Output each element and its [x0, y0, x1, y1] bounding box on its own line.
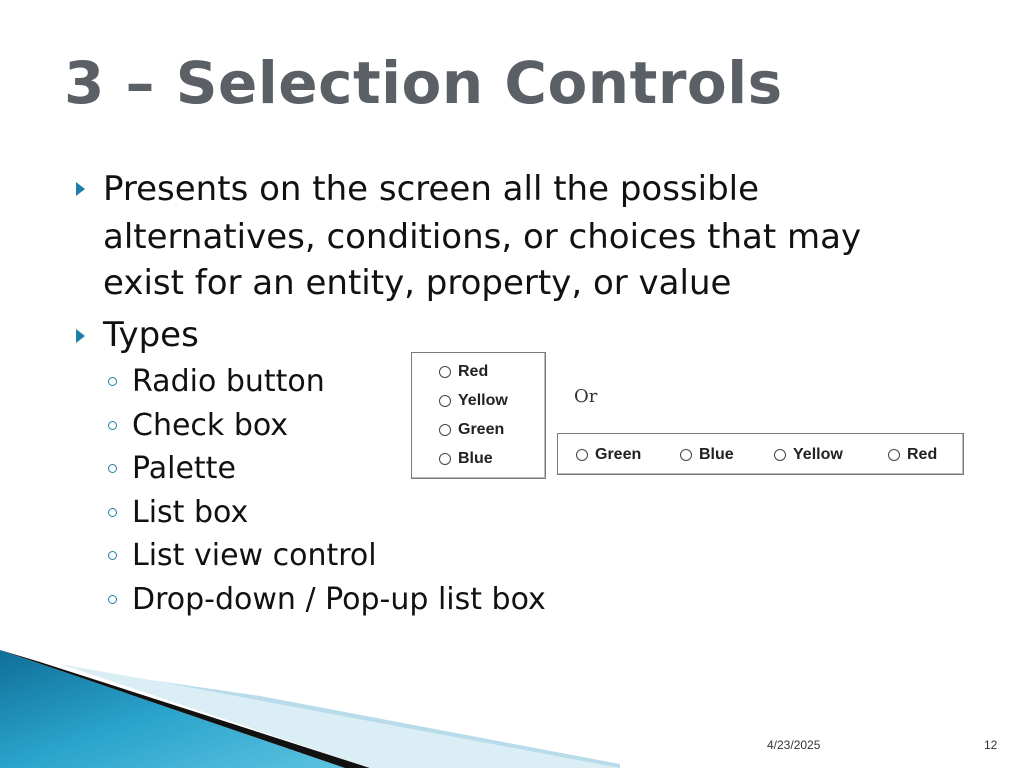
radio-circle-icon	[774, 449, 786, 461]
radio-option-blue[interactable]	[439, 450, 493, 468]
radio-circle-icon	[439, 366, 451, 378]
sub-bullet-icon	[108, 595, 117, 604]
radio-option-red[interactable]	[888, 446, 937, 464]
radio-label: Blue	[458, 450, 493, 467]
radio-option-blue[interactable]	[680, 446, 734, 464]
radio-option-yellow[interactable]	[439, 392, 508, 410]
sub-bullet-icon	[108, 421, 117, 430]
type-item: List view control	[132, 538, 377, 573]
decorative-swoosh	[0, 640, 620, 768]
radio-option-yellow[interactable]	[774, 446, 843, 464]
slide-date: 4/23/2025	[767, 738, 821, 752]
sub-bullet-icon	[108, 508, 117, 517]
radio-circle-icon	[576, 449, 588, 461]
type-item: Drop-down / Pop-up list box	[132, 582, 546, 617]
vertical-radio-group	[411, 352, 546, 479]
type-item: Radio button	[132, 364, 325, 399]
type-item: List box	[132, 495, 249, 530]
or-separator: Or	[574, 386, 598, 407]
radio-label: Yellow	[793, 446, 843, 463]
horizontal-radio-group	[557, 433, 964, 475]
type-item: Check box	[132, 408, 289, 443]
bullet-types: Types	[103, 315, 199, 355]
radio-label: Blue	[699, 446, 734, 463]
sub-bullet-icon	[108, 377, 117, 386]
radio-label: Green	[595, 446, 642, 463]
bullet-arrow-icon	[76, 182, 85, 196]
bullet-text-line-1: Presents on the screen all the possible	[103, 169, 760, 209]
radio-option-green[interactable]	[576, 446, 641, 464]
radio-label: Yellow	[458, 392, 508, 409]
bullet-text-line-3: exist for an entity, property, or value	[103, 263, 732, 303]
sub-bullet-icon	[108, 551, 117, 560]
radio-label: Green	[458, 421, 505, 438]
bullet-arrow-icon	[76, 329, 85, 343]
radio-circle-icon	[439, 424, 451, 436]
slide-title: 3 – Selection Controls	[64, 49, 783, 117]
radio-circle-icon	[680, 449, 692, 461]
radio-option-red[interactable]	[439, 363, 488, 381]
radio-circle-icon	[439, 453, 451, 465]
radio-circle-icon	[888, 449, 900, 461]
radio-label: Red	[907, 446, 938, 463]
type-item: Palette	[132, 451, 236, 486]
slide-number: 12	[984, 738, 998, 752]
bullet-text-line-2: alternatives, conditions, or choices that may	[103, 217, 862, 257]
sub-bullet-icon	[108, 464, 117, 473]
radio-label: Red	[458, 363, 489, 380]
radio-circle-icon	[439, 395, 451, 407]
radio-option-green[interactable]	[439, 421, 504, 439]
